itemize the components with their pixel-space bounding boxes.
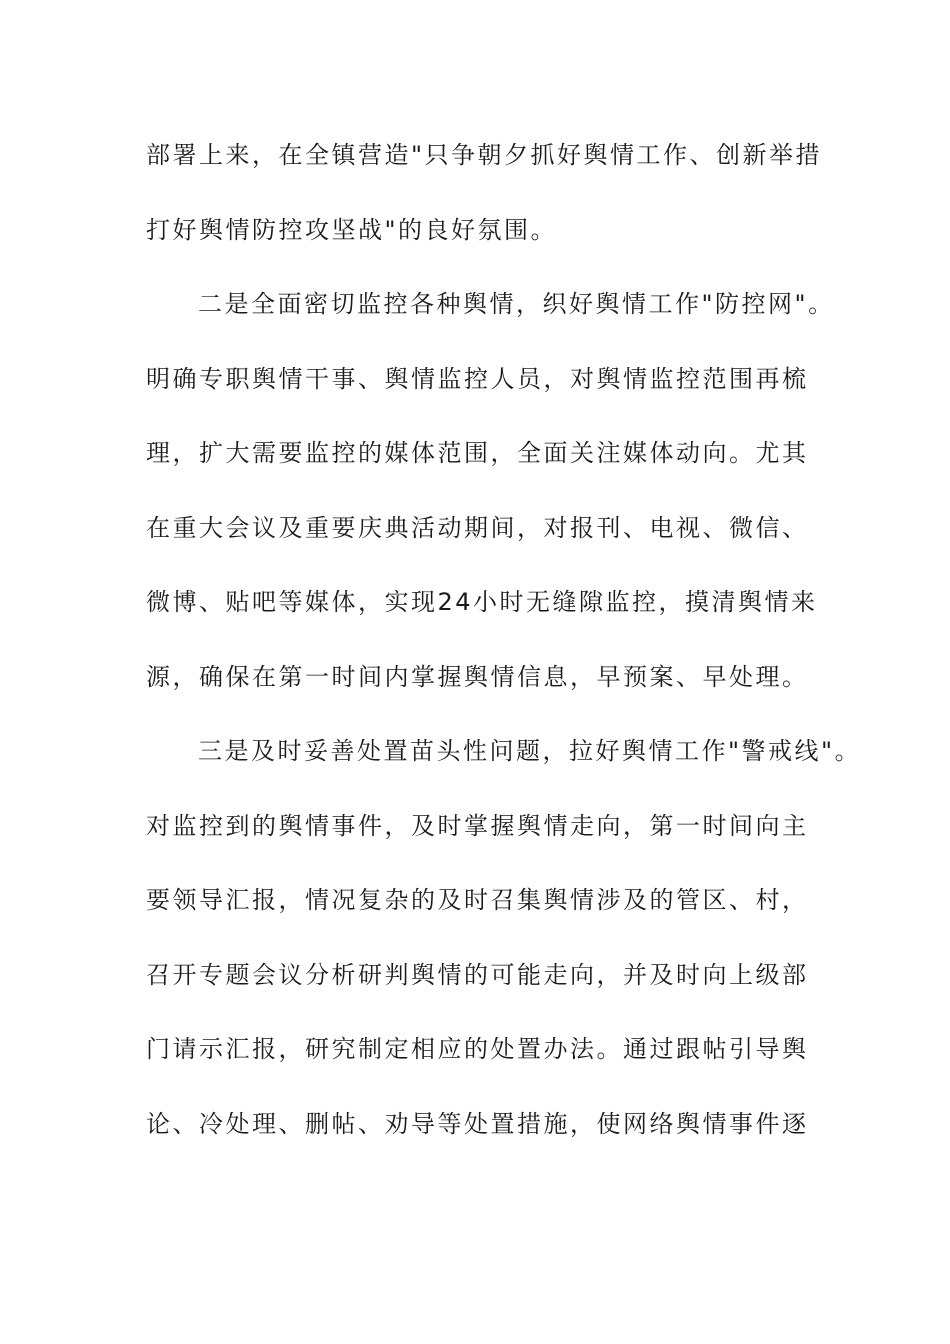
text-line: 召开专题会议分析研判舆情的可能走向，并及时向上级部 (146, 960, 809, 989)
text-line: 部署上来，在全镇营造"只争朝夕抓好舆情工作、创新举措 (146, 141, 823, 169)
text-line: 对监控到的舆情事件，及时掌握舆情走向，第一时间向主 (146, 811, 809, 840)
text-line: 论、冷处理、删帖、劝导等处置措施，使网络舆情事件逐 (146, 1109, 809, 1138)
text-line: 要领导汇报，情况复杂的及时召集舆情涉及的管区、村， (146, 886, 809, 914)
text-line: 打好舆情防控攻坚战"的良好氛围。 (146, 215, 558, 244)
text-line: 明确专职舆情干事、舆情监控人员，对舆情监控范围再梳 (146, 364, 809, 393)
paragraph-start-line: 二是全面密切监控各种舆情，织好舆情工作"防控网"。 (198, 290, 835, 318)
text-line: 微博、贴吧等媒体，实现24小时无缝隙监控，摸清舆情来 (146, 588, 818, 616)
text-line: 源，确保在第一时间内掌握舆情信息，早预案、早处理。 (146, 662, 809, 691)
text-line: 理，扩大需要监控的媒体范围，全面关注媒体动向。尤其 (146, 439, 809, 467)
text-line: 在重大会议及重要庆典活动期间，对报刊、电视、微信、 (146, 513, 809, 542)
text-line: 门请示汇报，研究制定相应的处置办法。通过跟帖引导舆 (146, 1035, 809, 1063)
paragraph-start-line: 三是及时妥善处置苗头性问题，拉好舆情工作"警戒线"。 (198, 737, 862, 765)
body-text (146, 132, 862, 1175)
